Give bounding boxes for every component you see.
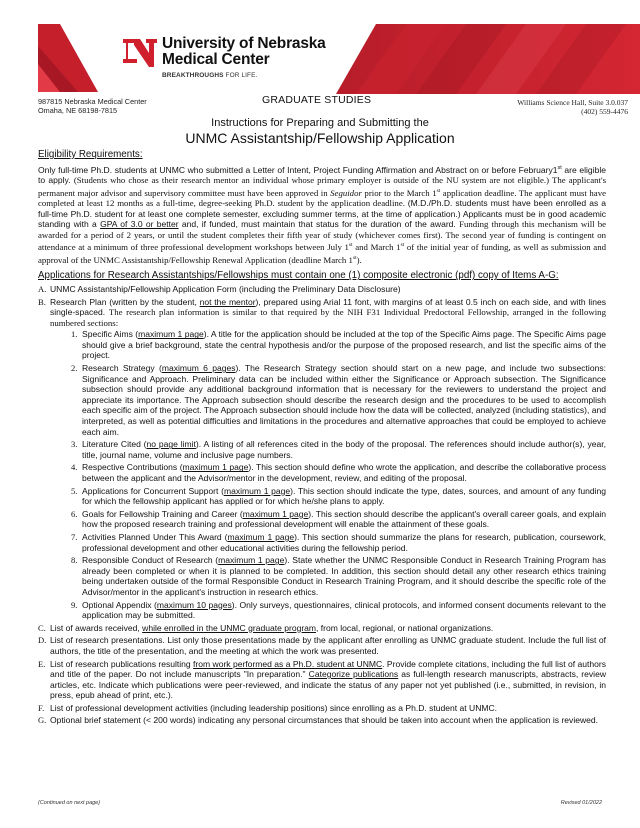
page-title: UNMC Assistantship/Fellowship Application <box>185 130 455 146</box>
logo-line-2: Medical Center <box>162 51 270 68</box>
footer-continued: (Continued on next page) <box>38 800 101 806</box>
header-left-graphic <box>38 24 98 92</box>
section-item: 3. Literature Cited (no page limit). A listing of all references cited in the body of the proposal. The references should include author(s), year, title, journal name, volume and inclusive page numbers. <box>71 439 607 460</box>
section-item: 8. Responsible Conduct of Research (maximum 1 page). State whether the UNMC Responsible Conduct in Research Training Program has already been completed or when it is planned to be completed. In addition, this section should detail any other research ethics training being undertaken outside of the formal Responsible Conduct in Research Training Program, and it should describe the specific role of the Advisor/mentor in the applicant's instruction in research ethics. <box>71 555 606 597</box>
item-c: C. List of awards received, while enrolled in the UNMC graduate program, from local, regional, or national organizations. <box>38 622 494 633</box>
title-line-1: Instructions for Preparing and Submitting the <box>211 117 429 129</box>
applications-heading: Applications for Research Assistantships/Fellowships must contain one (1) composite electronic (pdf) copy of Items A-G: <box>38 270 559 282</box>
items-list <box>38 284 606 726</box>
section-item: 4. Respective Contributions (maximum 1 page). This section should define who wrote the application, and describe the collaborative process between the applicant and the Advisor/mentor in the development, review, and editing of the proposal. <box>71 462 607 483</box>
item-e: E. List of research publications resulting from work performed as a Ph.D. student at UNMC. Provide complete citations, including the full list of authors and title of the paper. Do not include manuscripts "In preparation." Categorize publications as full-length research manuscripts, abstracts, review articles, etc. Indicate which publications were peer-reviewed, and indicate the status of any paper not yet published (i.e., submitted, in revision, in press, epub ahead of print, etc.). <box>38 658 607 701</box>
section-item: 6. Goals for Fellowship Training and Career (maximum 1 page). This section should describe the applicant's overall career goals, and explain how the proposed research training and professional development will enable the attainment of these goals. <box>71 508 606 530</box>
document-body <box>38 150 606 728</box>
unmc-logo <box>122 35 342 85</box>
logo-line-1: University of Nebraska <box>162 35 326 52</box>
section-item: 1. Specific Aims (maximum 1 page). A title for the application should be included at the top of the Specific Aims page. The Specific Aims page should give a brief background, state the central hypothesis and/or the purpose of the proposed research, and list the specific aims of the project. <box>71 329 606 361</box>
header-right-graphic <box>336 24 640 94</box>
eligibility-paragraph: Only full-time Ph.D. students at UNMC who submitted a Letter of Intent, Project Funding Affirmation and Abstract on or before February1st are eligible to apply. (Students who chose as their research mentor an individual whose primary employer is outside of the NU system are not eligible.) The applicant's permanent major advisor and supervisory committee must have been approved in Seguidor prior to the March 1st application deadline. The applicant must have completed at least 12 months as a full-time, degree-seeking Ph.D. student by the application deadline. (M.D./Ph.D. students must have been enrolled as a full-time Ph.D. student for at least one complete semester, excluding summer terms, at the time of application.) Applicants must be in good academic standing with a GPA of 3.0 or better and, if funded, must maintain that status for the duration of the award. Funding through this mechanism will be awarded for a period of 2 years, or until the student completes their fifth year of study (whichever comes first). The second year of funding is contingent on attendance at a minimum of three professional development workshops between July 1st and March 1st of the initial year of funding, as well as submission and approval of the UNMC Assistantship/Fellowship Renewal Application (deadline March 1st). <box>38 164 607 265</box>
address-right: Williams Science Hall, Suite 3.0.037 (402) 559-4476 <box>517 98 628 116</box>
item-a: A. UNMC Assistantship/Fellowship Application Form (including the Preliminary Data Disclosure) <box>38 283 401 294</box>
research-plan-sections <box>50 329 606 620</box>
item-f: F. List of professional development activities (including leadership positions) since enrolling as a Ph.D. student at UNMC. <box>38 702 498 713</box>
eligibility-heading: Eligibility Requirements: <box>38 149 143 160</box>
item-g: G. Optional brief statement (< 200 words) indicating any personal circumstances that should be taken into account when the application is reviewed. <box>38 715 599 726</box>
section-item: 9. Optional Appendix (maximum 10 pages). Only surveys, questionnaires, clinical protocols, and informed consent documents relevant to the application may be submitted. <box>71 599 606 621</box>
logo-tagline: BREAKTHROUGHS FOR LIFE. <box>162 72 258 79</box>
address-left: 987815 Nebraska Medical Center Omaha, NE 68198-7815 <box>38 97 147 115</box>
section-item: 7. Activities Planned Under This Award (maximum 1 page). This section should summarize the plans for research, publication, coursework, professional development and other educational activities during the fellowship period. <box>71 531 606 553</box>
section-item: 5. Applications for Concurrent Support (maximum 1 page). This section should indicate the type, dates, sources, and amount of any funding for which the fellowship applicant has applied or for which he/she plans to apply. <box>71 485 606 507</box>
section-label: GRADUATE STUDIES <box>262 94 372 106</box>
item-b: B. Research Plan (written by the student, not the mentor), prepared using Arial 11 font, with margins of at least 0.5 inch on each side, and with lines single-spaced. The research plan information is similar to that required by the NIH F31 Individual Predoctoral Fellowship, arranged in the following numbered sections: 1. Specific Aims (maximum 1 page). A title for the application should be included at the top of the Specific Aims page. The Specific Aims page should give a brief background, state the central hypothesis and/or the purpose of the proposed research, and list the specific aims of the project. 2. Research Strategy (maximum 6 pages). The Research Strategy section should start on a new page, and include two subsections: Significance and Approach. Preliminary data can be included within either the Significance or Approach subsection. The Significance subsection should provide any additional background information that is necessary for the reviewers to understand the project and appreciate its importance. The Approach subsection should describe the research design and the procedures to be used to accomplish each specific aim of the project. The Approach subsection should include how the data will be collected, analyzed (including statistics), and interpreted, as well as potential difficulties and limitations in the procedures and alternative approaches that could be employed to achieve each aim. 3. Literature Cited (no page limit). A listing of all references cited in the body of the proposal. The references should include author(s), year, title, journal name, volume and inclusive page numbers. 4. Respective Contributions (maximum 1 page). This section should define who wrote the application, and describe the collaborative process between the applicant and the Advisor/mentor in the development, review, and editing of the proposal. 5. Applications for Concurrent Support (maximum 1 page). This section should indicate the type, dates, sources, and amount of any funding for which the fellowship applicant has applied or for which he/she plans to apply. 6. Goals for Fellowship Training and Career (maximum 1 page). This section should describe the applicant's overall career goals, and explain how the proposed research training and professional development will enable the attainment of these goals. 7. Activities Planned Under This Award (maximum 1 page). This section should summarize the plans for research, publication, coursework, professional development and other educational activities during the fellowship period. 8. Responsible Conduct of Research (maximum 1 page). State whether the UNMC Responsible Conduct in Research Training Program has already been completed or when it is planned to be completed. In addition, this section should detail any other research ethics training being undertaken outside of the formal Responsible Conduct in Research Training Program, and it should describe the specific role of the Advisor/mentor in the applicant's instruction in research ethics. 9. Optional Appendix (maximum 10 pages). Only surveys, questionnaires, clinical protocols, and informed consent documents relevant to the application may be submitted. <box>38 296 607 621</box>
item-d: D. List of research presentations. List only those presentations made by the applicant after enrolling as UNMC graduate student. Include the full list of authors, the title of the presentation, and the meeting at which the work was presented. <box>38 635 606 656</box>
section-item: 2. Research Strategy (maximum 6 pages). The Research Strategy section should start on a new page, and include two subsections: Significance and Approach. Preliminary data can be included within either the Significance or Approach subsection. The Significance subsection should provide any additional background information that is necessary for the reviewers to understand the project and appreciate its importance. The Approach subsection should describe the research design and the procedures to be used to accomplish each specific aim of the project. The Approach subsection should include how the data will be collected, analyzed (including statistics), and interpreted, as well as potential difficulties and limitations in the procedures and alternative approaches that could be employed to achieve each aim. <box>71 363 606 437</box>
footer-revised: Revised 01/2022 <box>560 800 602 806</box>
unmc-n-icon <box>122 35 158 71</box>
